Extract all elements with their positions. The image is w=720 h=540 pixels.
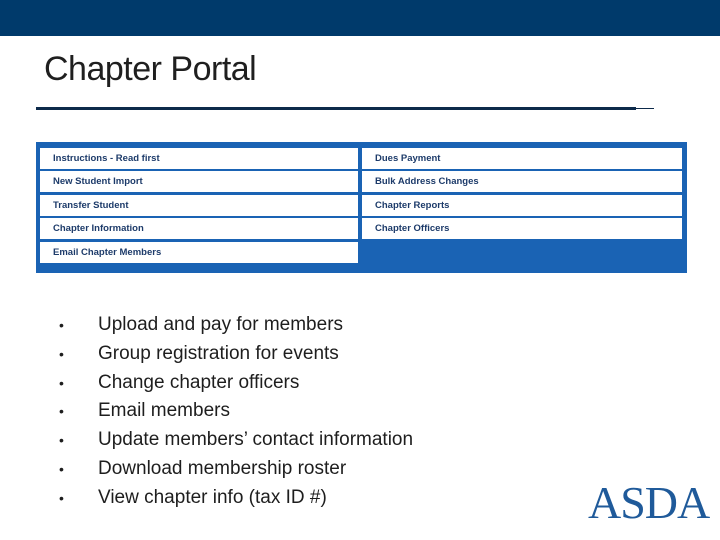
list-item (56, 484, 413, 513)
dues-payment-button[interactable]: Dues Payment (362, 148, 682, 169)
bullet-icon: • (59, 432, 64, 449)
title-underline-tail (636, 108, 654, 109)
bulk-address-changes-button[interactable]: Bulk Address Changes (362, 171, 682, 192)
list-item (56, 426, 413, 455)
list-item (56, 369, 413, 398)
instructions-button[interactable]: Instructions - Read first (40, 148, 358, 169)
bullet-icon: • (59, 317, 64, 333)
list-item-text: Change chapter officers (98, 371, 300, 393)
list-item-text: Upload and pay for members (98, 314, 344, 335)
page-title: Chapter Portal (44, 50, 257, 88)
top-banner (0, 0, 720, 36)
list-item (56, 397, 413, 426)
feature-list (56, 311, 413, 513)
list-item-text: Group registration for events (98, 342, 339, 364)
list-item (56, 340, 413, 369)
title-underline (36, 107, 636, 110)
list-item-text: Download membership roster (98, 457, 347, 479)
asda-logo: ASDA (588, 477, 710, 528)
bullet-icon: • (59, 460, 64, 477)
email-chapter-members-button[interactable]: Email Chapter Members (40, 242, 358, 263)
list-item-text: Email members (98, 400, 230, 422)
chapter-reports-button[interactable]: Chapter Reports (362, 195, 682, 216)
transfer-student-button[interactable]: Transfer Student (40, 195, 358, 216)
list-item-text: Update members’ contact information (98, 429, 414, 451)
list-item (56, 311, 413, 340)
bullet-icon: • (59, 345, 64, 362)
list-item-text: View chapter info (tax ID #) (98, 486, 327, 508)
chapter-information-button[interactable]: Chapter Information (40, 218, 358, 239)
new-student-import-button[interactable]: New Student Import (40, 171, 358, 192)
chapter-portal-menu (36, 142, 687, 273)
list-item (56, 455, 413, 484)
bullet-icon: • (59, 374, 64, 391)
bullet-icon: • (59, 489, 64, 506)
chapter-officers-button[interactable]: Chapter Officers (362, 218, 682, 239)
bullet-icon: • (59, 403, 64, 420)
